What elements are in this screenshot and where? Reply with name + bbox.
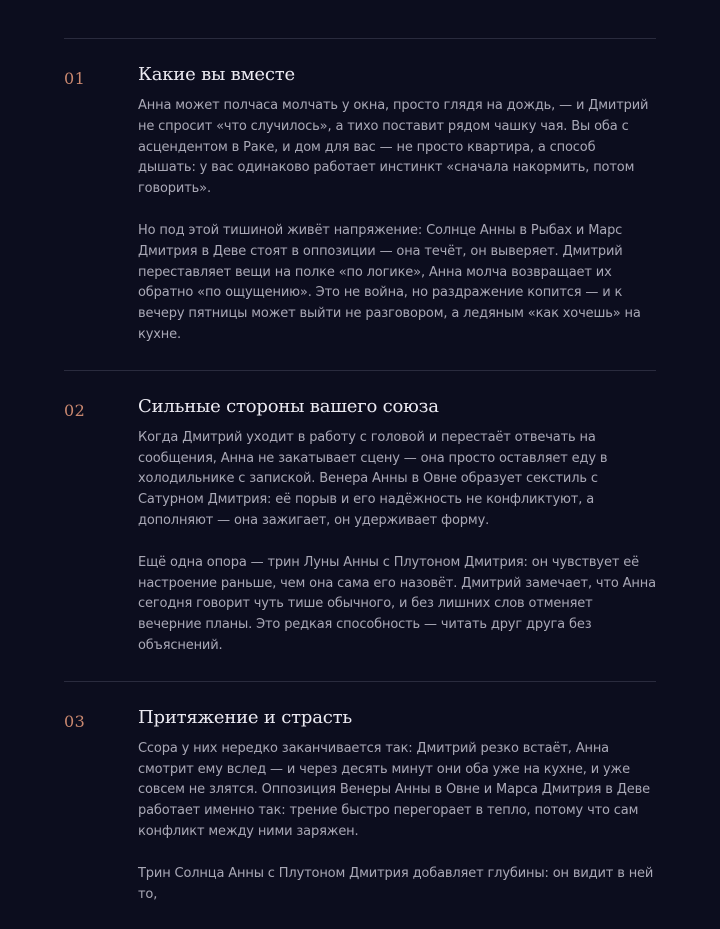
section-together (64, 38, 656, 370)
section-title: Притяжение и страсть (138, 706, 352, 728)
section-strengths (64, 370, 656, 681)
section-paragraph: Трин Солнца Анны с Плутоном Дмитрия добавляет глубины: он видит в ней то, (138, 865, 654, 902)
section-paragraph: Но под этой тишиной живёт напряжение: Солнце Анны в Рыбах и Марс Дмитрия в Деве стоят в оппозиции — она течёт, он выверяет. Дмитрий переставляет вещи на полке «по логике», Анна молча возвращает их обратно «по ощущению». Это не война, но раздражение копится — и к вечеру пятницы может выйти не разговором, а ледяным «как хочешь» на кухне. (138, 222, 641, 342)
section-paragraph: Когда Дмитрий уходит в работу с головой и перестаёт отвечать на сообщения, Анна не закатывает сцену — она просто оставляет еду в холодильнике с запиской. Венера Анны в Овне образует секстиль с Сатурном Дмитрия: её порыв и его надёжность не конфликтуют, а дополняют — она зажигает, он удерживает форму. (138, 429, 608, 528)
section-attraction (64, 681, 656, 929)
section-content (138, 395, 656, 657)
section-paragraph: Ещё одна опора — трин Луны Анны с Плутоном Дмитрия: он чувствует её настроение раньше, чем она сама его назовёт. Дмитрий замечает, что Анна сегодня говорит чуть тише обычного, и без лишних слов отменяет вечерние планы. Это редкая способность — читать друг друга без объяснений. (138, 554, 656, 653)
section-paragraph: Анна может полчаса молчать у окна, просто глядя на дождь, — и Дмитрий не спросит «что случилось», а тихо поставит рядом чашку чая. Вы оба с асцендентом в Раке, и дом для вас — не просто квартира, а способ дышать: у вас одинаково работает инстинкт «сначала накормить, потом говорить». (138, 98, 649, 197)
compatibility-report (64, 38, 656, 929)
section-paragraph: Ссора у них нередко заканчивается так: Дмитрий резко встаёт, Анна смотрит ему вслед — и через десять минут они оба уже на кухне, и уже совсем не злятся. Оппозиция Венеры Анны в Овне и Марса Дмитрия в Деве работает именно так: трение быстро перегорает в тепло, потому что сам конфликт между ними заряжен. (138, 740, 650, 839)
section-title: Сильные стороны вашего союза (138, 395, 439, 417)
section-number: 02 (64, 400, 86, 420)
section-number: 03 (64, 711, 86, 731)
section-number: 01 (64, 69, 86, 88)
section-content (138, 63, 656, 346)
section-content (138, 706, 656, 906)
section-title: Какие вы вместе (138, 64, 295, 85)
